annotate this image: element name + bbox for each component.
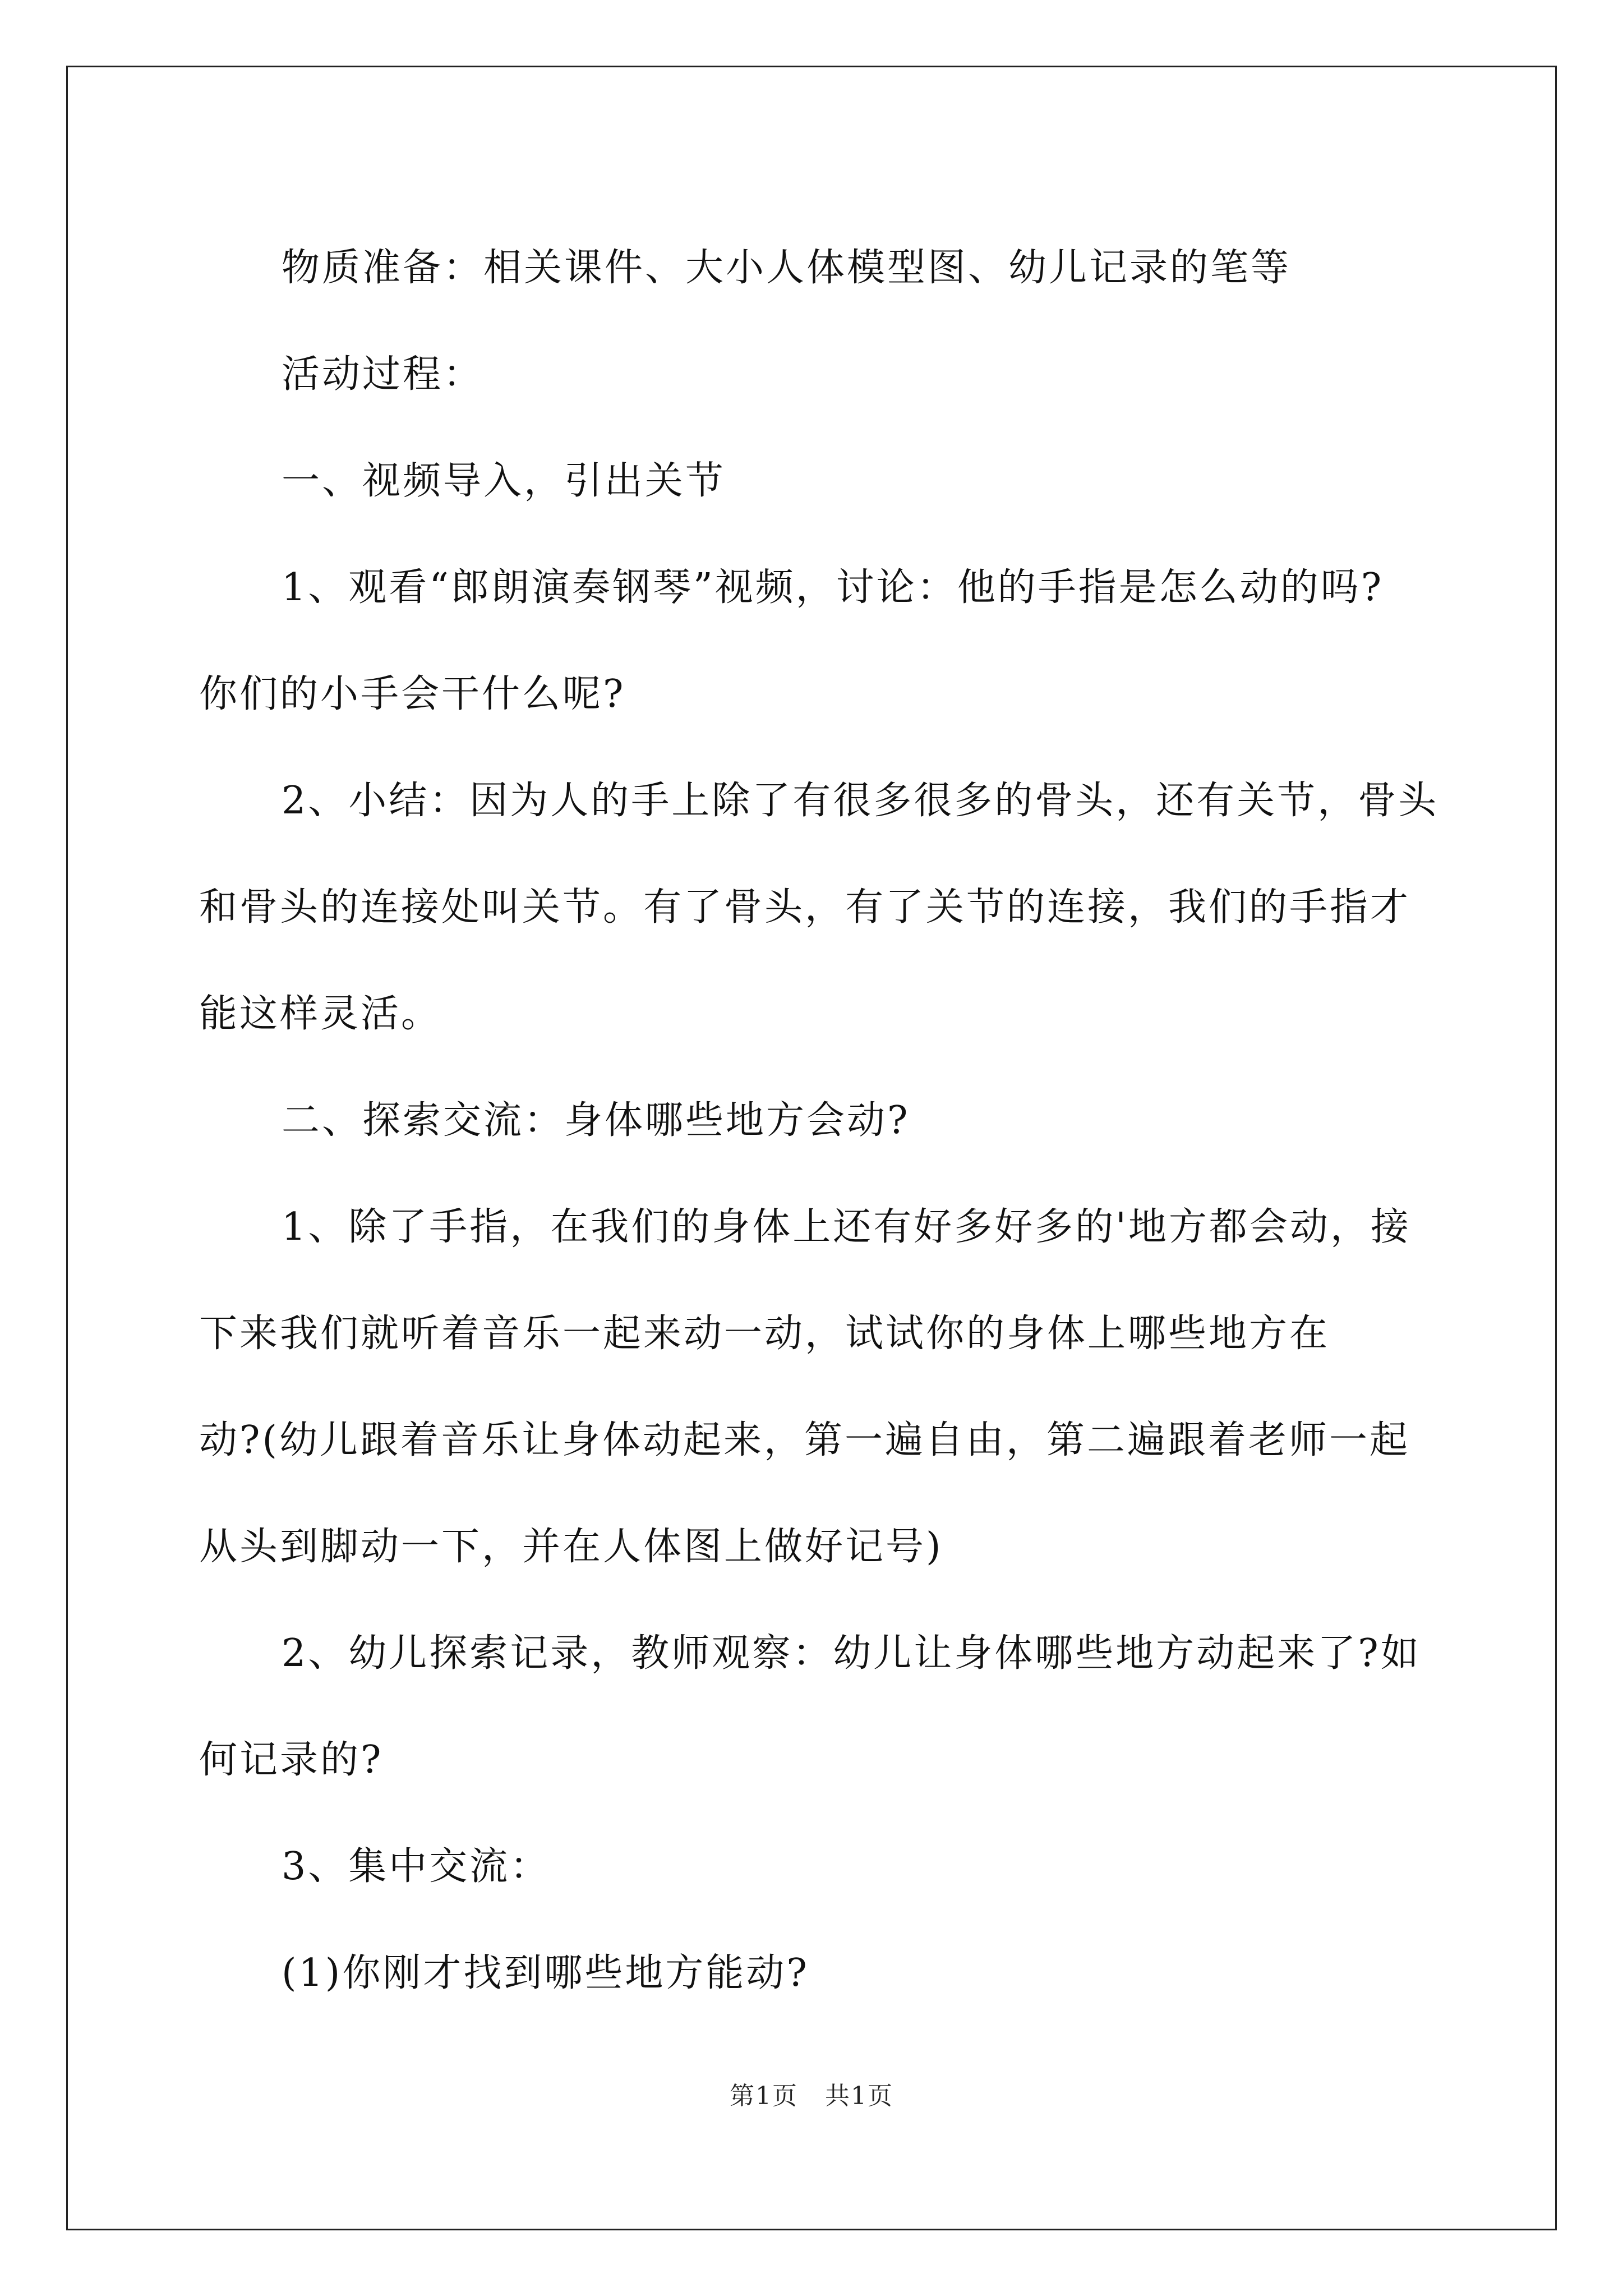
paragraph-materials: 物质准备：相关课件、大小人体模型图、幼儿记录的笔等 [282, 246, 1292, 290]
paragraph-line: 3、集中交流： [282, 1844, 551, 1889]
paragraph-line: 能这样灵活。 [199, 992, 442, 1036]
page-number: 第1页 [730, 2082, 798, 2110]
paragraph-line: 2、小结：因为人的手上除了有很多很多的骨头，还有关节，骨头 [282, 779, 1439, 823]
heading-section-two: 二、探索交流：身体哪些地方会动? [282, 1098, 910, 1143]
paragraph-line: 和骨头的连接处叫关节。有了骨头，有了关节的连接，我们的手指才 [199, 885, 1411, 930]
paragraph-line: 下来我们就听着音乐一起来动一动，试试你的身体上哪些地方在 [199, 1312, 1330, 1356]
heading-section-one: 一、视频导入，引出关节 [282, 459, 726, 503]
paragraph-line: 从头到脚动一下，并在人体图上做好记号) [199, 1525, 943, 1569]
paragraph-line: 1、观看“郎朗演奏钢琴”视频，讨论：他的手指是怎么动的吗? [282, 565, 1384, 610]
paragraph-line: 你们的小手会干什么呢? [199, 672, 626, 716]
paragraph-line: 动?(幼儿跟着音乐让身体动起来，第一遍自由，第二遍跟着老师一起 [199, 1418, 1410, 1462]
page-total: 共1页 [825, 2082, 893, 2110]
paragraph-line: (1)你刚才找到哪些地方能动? [282, 1951, 809, 1995]
paragraph-line: 何记录的? [199, 1738, 384, 1782]
paragraph-line: 1、除了手指，在我们的身体上还有好多好多的'地方都会动，接 [282, 1205, 1411, 1249]
document-body [199, 215, 1439, 2027]
paragraph-line: 2、幼儿探索记录，教师观察：幼儿让身体哪些地方动起来了?如 [282, 1631, 1421, 1676]
heading-activity-process: 活动过程： [282, 352, 484, 397]
page-footer [0, 2076, 1623, 2111]
